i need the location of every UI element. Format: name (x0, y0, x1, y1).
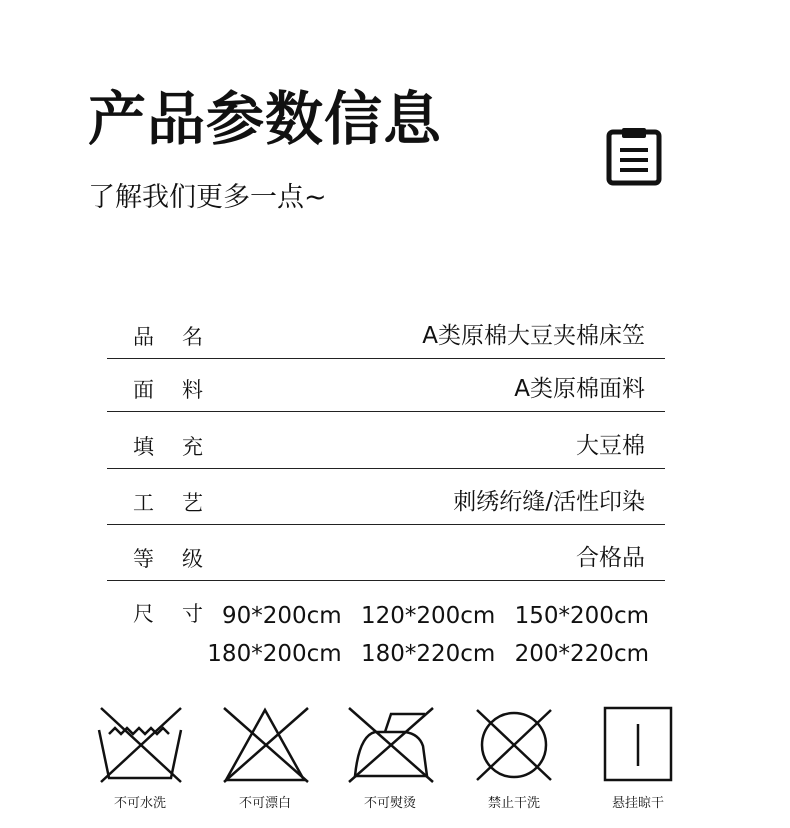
care-no-bleach (215, 706, 315, 811)
care-label: 悬挂晾干 (611, 796, 664, 811)
care-label: 不可熨烫 (363, 796, 416, 811)
hang-dry-icon (593, 706, 683, 784)
spec-value: 大豆棉 (576, 433, 645, 459)
size-value: 200*220cm (514, 641, 649, 667)
spec-label: 工艺 (133, 491, 231, 515)
spec-row-craft (107, 469, 665, 525)
spec-row-grade (107, 525, 665, 581)
care-no-iron (340, 706, 440, 811)
size-line (195, 635, 649, 673)
no-dryclean-icon (469, 706, 559, 784)
size-value: 150*200cm (514, 603, 649, 629)
care-label: 不可漂白 (238, 796, 291, 811)
spec-row-fabric (107, 359, 665, 412)
spec-row-filling (107, 412, 665, 469)
size-value: 120*200cm (360, 603, 496, 629)
spec-label: 等级 (133, 547, 231, 571)
size-value: 180*200cm (207, 641, 342, 667)
no-wash-icon (95, 706, 185, 784)
care-no-dryclean (464, 706, 564, 811)
size-values (195, 597, 649, 673)
spec-value: A类原棉大豆夹棉床笠 (422, 323, 645, 349)
page-title: 产品参数信息 (88, 85, 443, 153)
care-label: 不可水洗 (113, 796, 166, 811)
spec-value: 合格品 (576, 545, 645, 571)
spec-label: 面料 (133, 378, 231, 402)
spec-row-size (107, 581, 665, 681)
size-value: 180*220cm (360, 641, 496, 667)
spec-label: 品名 (133, 325, 231, 349)
page-subtitle: 了解我们更多一点~ (88, 182, 327, 213)
no-iron-icon (345, 706, 435, 784)
spec-value: A类原棉面料 (514, 376, 645, 402)
care-hang-dry (588, 706, 688, 811)
care-no-wash (90, 706, 190, 811)
size-value: 90*200cm (221, 603, 342, 629)
clipboard-icon (604, 126, 664, 186)
no-bleach-icon (220, 706, 310, 784)
spec-label: 填充 (133, 435, 231, 459)
care-label: 禁止干洗 (487, 796, 540, 811)
spec-value: 刺绣绗缝/活性印染 (453, 489, 645, 515)
size-line (195, 597, 649, 635)
spec-label: 尺寸 (133, 602, 231, 626)
spec-table (107, 312, 665, 681)
spec-row-name (107, 312, 665, 359)
